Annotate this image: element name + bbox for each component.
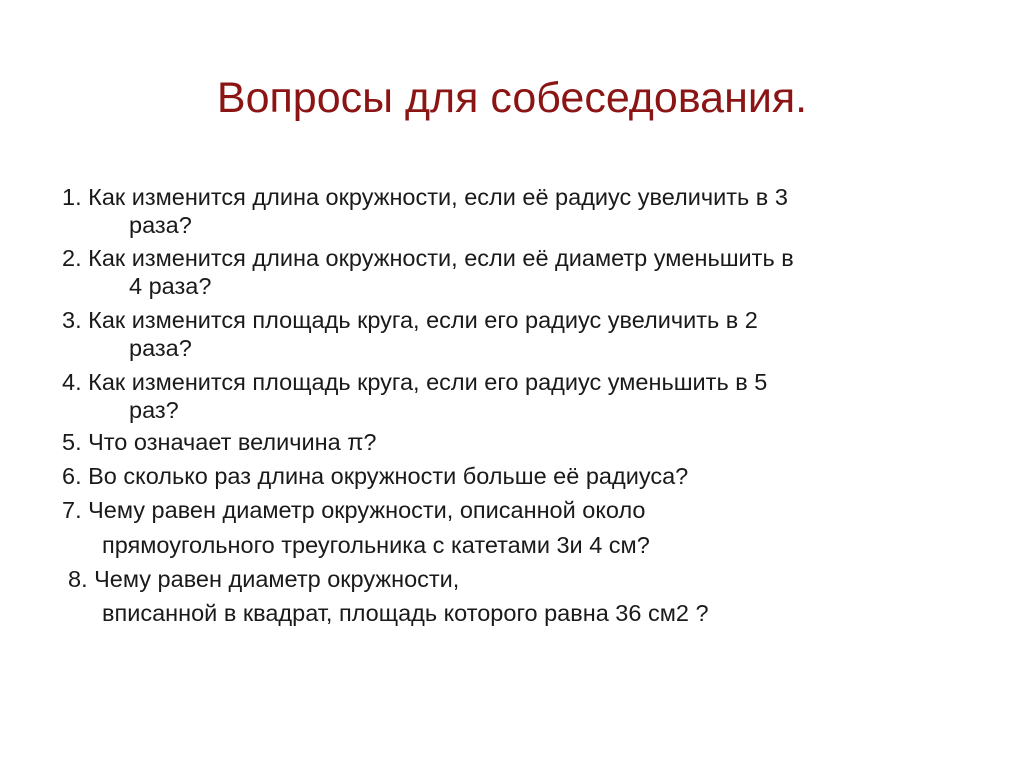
question-4-line-1: 4. Как изменится площадь круга, если его радиус уменьшить в 5 <box>62 369 768 395</box>
question-6: 6. Во сколько раз длина окружности больше её радиуса? <box>62 463 689 489</box>
question-7-line-1: 7. Чему равен диаметр окружности, описанной около <box>62 497 646 523</box>
question-1-line-1: 1. Как изменится длина окружности, если её радиус увеличить в 3 <box>62 184 788 210</box>
question-1-line-2: раза? <box>129 212 192 238</box>
slide-title: Вопросы для собеседования. <box>216 74 808 122</box>
question-2-line-1: 2. Как изменится длина окружности, если её диаметр уменьшить в <box>62 245 794 271</box>
question-7-line-2: прямоугольного треугольника с катетами 3и 4 см? <box>102 532 650 558</box>
question-3-line-2: раза? <box>129 335 192 361</box>
question-3-line-1: 3. Как изменится площадь круга, если его радиус увеличить в 2 <box>62 307 758 333</box>
question-2-line-2: 4 раза? <box>129 273 212 299</box>
question-8-line-1: 8. Чему равен диаметр окружности, <box>68 566 460 592</box>
question-4-line-2: раз? <box>129 397 179 423</box>
question-5: 5. Что означает величина π? <box>62 429 377 455</box>
question-8-line-2: вписанной в квадрат, площадь которого равна 36 см2 ? <box>102 600 709 626</box>
